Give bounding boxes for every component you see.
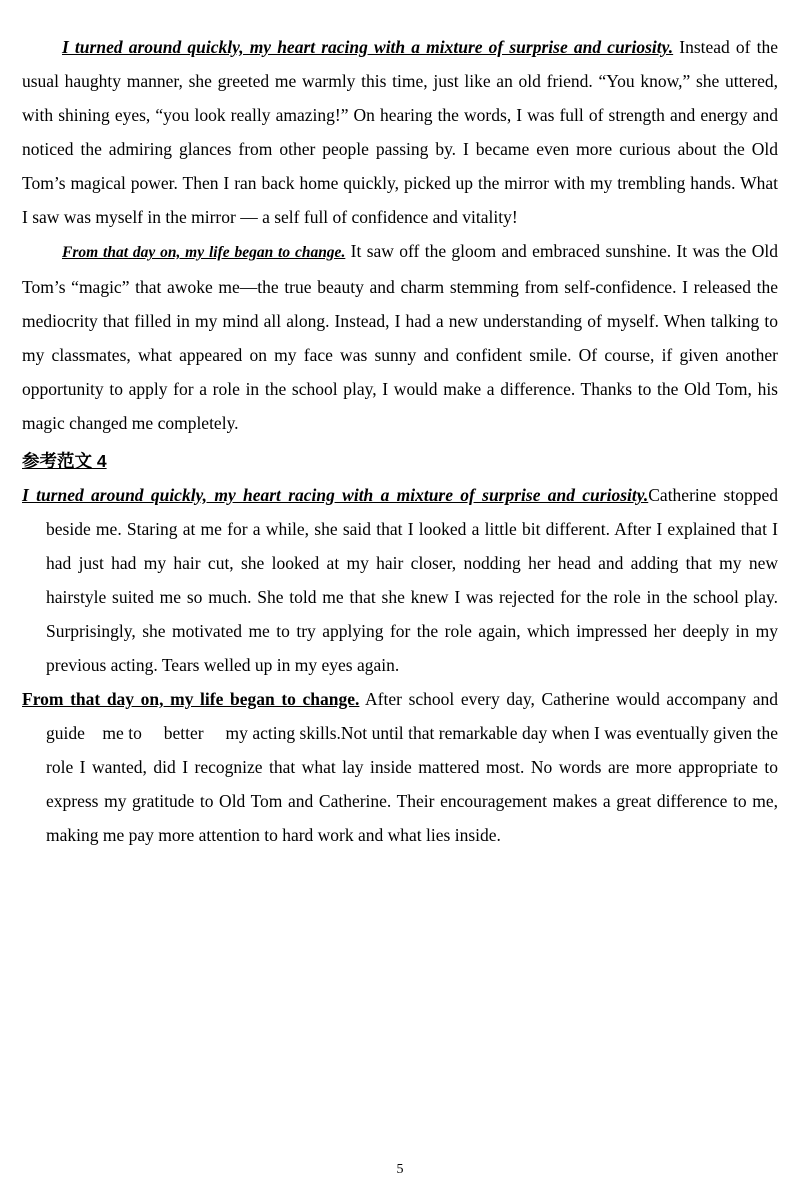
section-heading: 参考范文 4 [22,451,107,471]
paragraph-1 [22,30,778,234]
paragraph-2-text: It saw off the gloom and embraced sunshine. It was the Old Tom’s “magic” that awoke me—the true beauty and charm stemming from self-confidence. I released the mediocrity that filled in my mind all along. Instead, I had a new understanding of myself. When talking to my classmates, what appeared on my face was sunny and confident smile. Of course, if given another opportunity to apply for a role in the school play, I would make a difference. Thanks to the Old Tom, his magic changed me completely. [22,241,778,433]
paragraph-3-text: Catherine stopped beside me. Staring at me for a while, she said that I looked a little bit different. After I explained that I had just had my hair cut, she looked at my hair closer, nodding her head and adding that my new hairstyle suited me so much. She told me that she knew I was rejected for the role in the school play. Surprisingly, she motivated me to try applying for the role again, which impressed her deeply in my previous acting. Tears welled up in my eyes again. [46,485,778,675]
blank-space [22,852,778,1092]
paragraph-4-lead: From that day on, my life began to change. [22,689,360,709]
paragraph-1-lead: I turned around quickly, my heart racing with a mixture of surprise and curiosity. [62,37,674,57]
paragraph-3 [22,478,778,682]
document-body [22,30,778,1092]
paragraph-4 [22,682,778,852]
paragraph-1-text: Instead of the usual haughty manner, she greeted me warmly this time, just like an old friend. “You know,” she uttered, with shining eyes, “you look really amazing!” On hearing the words, I was full of strength and energy and noticed the admiring glances from other people passing by. I became even more curious about the Old Tom’s magical power. Then I ran back home quickly, picked up the mirror with my trembling hands. What I saw was myself in the mirror — a self full of confidence and vitality! [22,37,778,227]
page-number: 5 [396,1162,404,1177]
paragraph-4-text: After school every day, Catherine would accompany and guide me to better my acting skills.Not until that remarkable day when I was eventually given the role I wanted, did I recognize that what lay inside mattered most. No words are more appropriate to express my gratitude to Old Tom and Catherine. Their encouragement makes a great difference to me, making me pay more attention to hard work and what lies inside. [46,689,778,845]
paragraph-3-lead: I turned around quickly, my heart racing with a mixture of surprise and curiosity. [22,485,649,505]
paragraph-2-lead: From that day on, my life began to change. [62,244,346,261]
paragraph-2 [22,234,778,440]
